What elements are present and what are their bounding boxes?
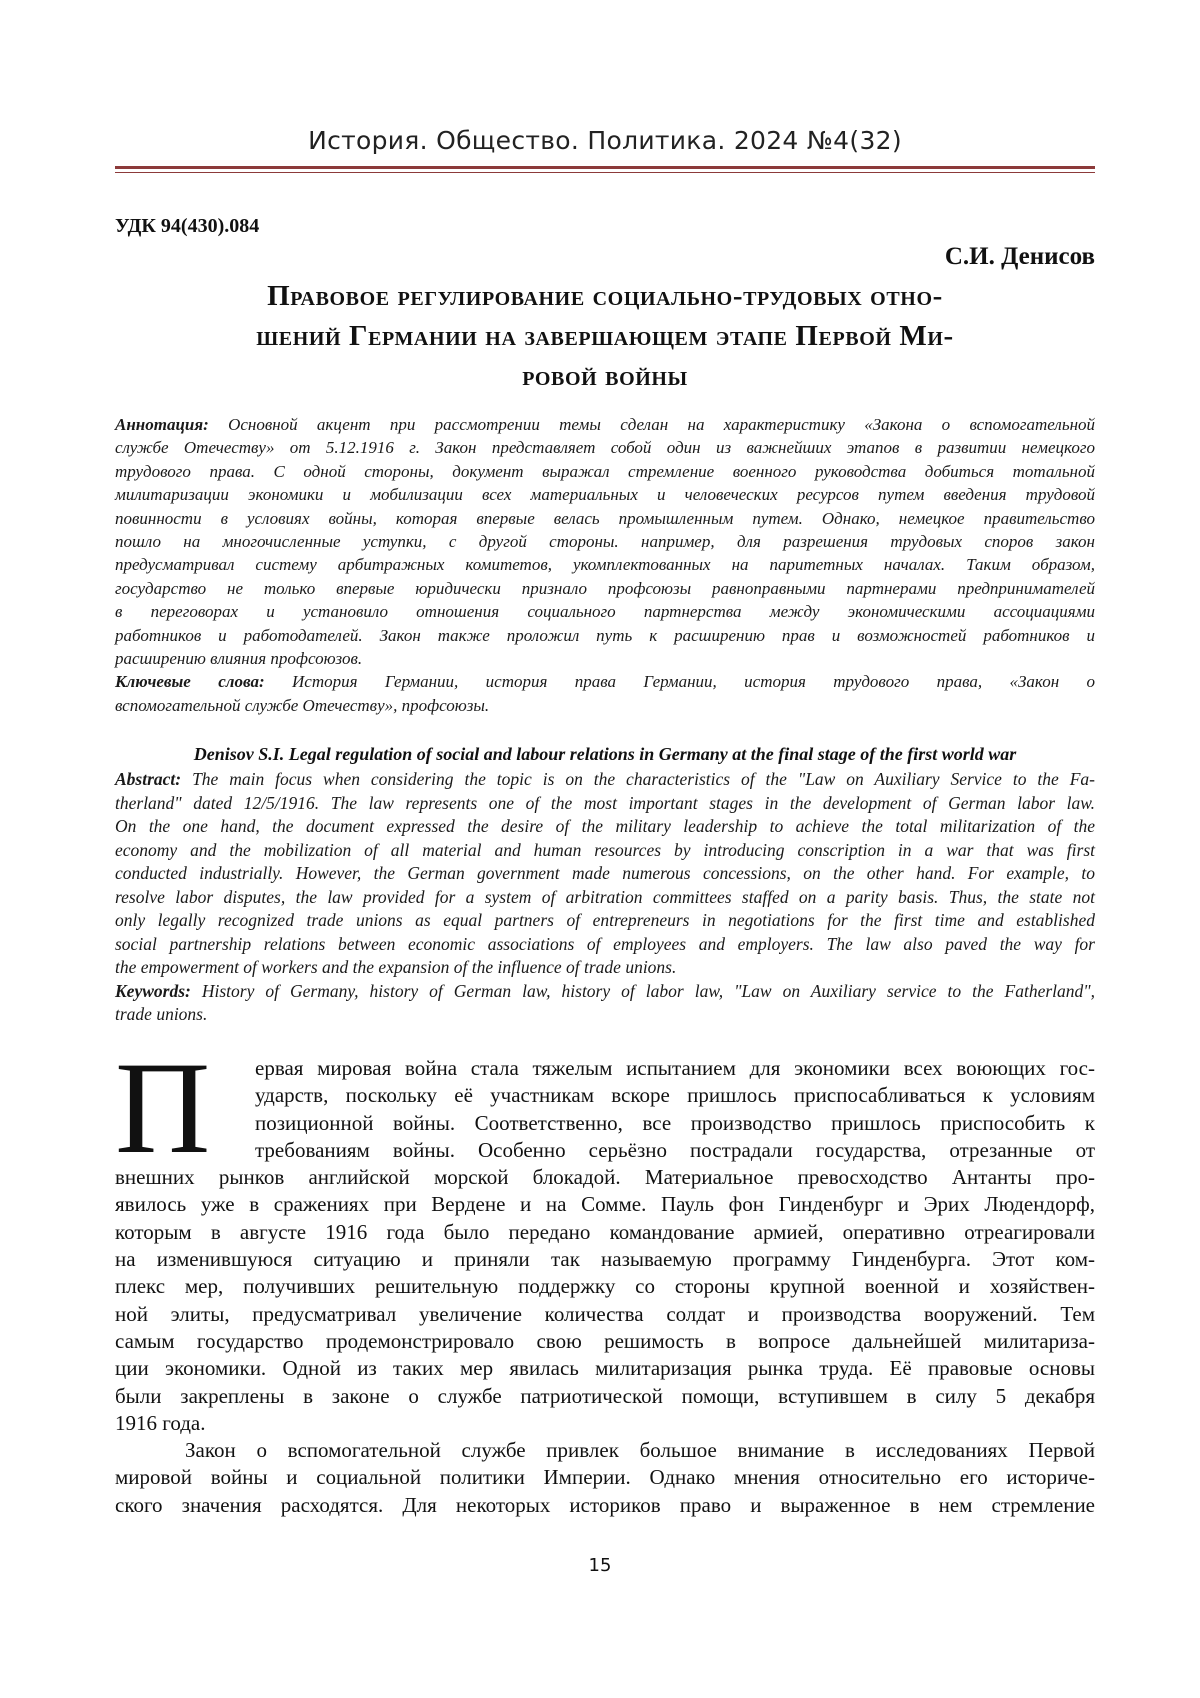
body-text — [115, 1055, 1095, 1519]
body-line: ударств, поскольку её участникам вскоре пришлось приспосабливаться к условиям — [115, 1082, 1095, 1109]
abstract-line: On the one hand, the document expressed the desire of the military leadership to achieve the total militarization of the — [115, 815, 1095, 839]
body-line: самым государство продемонстрировало свою решимость в вопросе дальнейшей милитаризa- — [115, 1328, 1095, 1355]
body-line: Закон о вспомогательной службе привлек большое внимание в исследованиях Первой — [115, 1437, 1095, 1464]
abstract-line: пошло на многочисленные уступки, с другой стороны. например, для разрешения трудовых споров закон — [115, 530, 1095, 553]
abstract-line: the empowerment of workers and the expansion of the influence of trade unions. — [115, 956, 1095, 980]
abstract-russian — [115, 413, 1095, 717]
body-line: которым в августе 1916 года было передано командование армией, оперативно отреагировали — [115, 1219, 1095, 1246]
abstract-line: Abstract: The main focus when considering the topic is on the characteristics of the "Law on Auxiliary Service to the Fa- — [115, 768, 1095, 792]
journal-header: История. Общество. Политика. 2024 №4(32) — [115, 126, 1095, 155]
body-line: ервая мировая война стала тяжелым испытанием для экономики всех воюющих гос- — [115, 1055, 1095, 1082]
body-line: ции экономики. Одной из таких мер явилась милитаризация рынка труда. Её правовые основы — [115, 1355, 1095, 1382]
drop-cap: П — [115, 1052, 210, 1164]
keywords-line: trade unions. — [115, 1003, 1095, 1027]
header-rule — [115, 166, 1095, 169]
body-line: явилось уже в сражениях при Вердене и на Сомме. Пауль фон Гинденбург и Эрих Людендорф, — [115, 1191, 1095, 1218]
abstract-english — [115, 768, 1095, 1027]
header-rule-thin — [115, 172, 1095, 173]
abstract-line: в переговорах и установило отношения социального партнерства между экономическими ассоциациями — [115, 600, 1095, 623]
abstract-label: Abstract: — [115, 769, 181, 789]
keywords-label: Ключевые слова: — [115, 672, 265, 691]
abstract-line: therland" dated 12/5/1916. The law represents one of the most important stages in the development of German labor law. — [115, 792, 1095, 816]
abstract-line: social partnership relations between economic associations of employees and employers. The law also paved the way for — [115, 933, 1095, 957]
body-line: внешних рынков английской морской блокадой. Материальное превосходство Антанты про- — [115, 1164, 1095, 1191]
keywords-label: Keywords: — [115, 981, 191, 1001]
keywords-line: вспомогательной службе Отечеству», профсоюзы. — [115, 694, 1095, 717]
abstract-line: работников и работодателей. Закон также проложил путь к расширению прав и возможностей работников и — [115, 624, 1095, 647]
abstract-line: Аннотация: Основной акцент при рассмотрении темы сделан на характеристику «Закона о вспомогательной — [115, 413, 1095, 436]
title-line: Правовое регулирование социально-трудовых отно- — [115, 276, 1095, 316]
article-title — [115, 276, 1095, 396]
abstract-line: conducted industrially. However, the German government made numerous concessions, on the other hand. For example, to — [115, 862, 1095, 886]
body-line: требованиям войны. Особенно серьёзно пострадали государства, отрезанные от — [115, 1137, 1095, 1164]
abstract-line: предусматривал систему арбитражных комитетов, укомплектованных на паритетных началах. Таким образом, — [115, 553, 1095, 576]
body-line: 1916 года. — [115, 1410, 1095, 1437]
abstract-line: расширению влияния профсоюзов. — [115, 647, 1095, 670]
udk-code: УДК 94(430).084 — [115, 215, 259, 238]
author-name: С.И. Денисов — [945, 243, 1095, 271]
body-line: ского значения расходятся. Для некоторых историков право и выраженное в нем стремление — [115, 1492, 1095, 1519]
english-title: Denisov S.I. Legal regulation of social and labour relations in Germany at the final stage of the first world war — [115, 744, 1095, 765]
abstract-line: повинности в условиях войны, которая впервые велась промышленным путем. Однако, немецкое правительство — [115, 507, 1095, 530]
body-line: позиционной войны. Соответственно, все производство пришлось приспособить к — [115, 1110, 1095, 1137]
body-line: на изменившуюся ситуацию и приняли так называемую программу Гинденбурга. Этот ком- — [115, 1246, 1095, 1273]
abstract-line: государство не только впервые юридически признало профсоюзы равноправными партнерами предпринимателей — [115, 577, 1095, 600]
keywords-line: Ключевые слова: История Германии, история права Германии, история трудового права, «Закон о — [115, 670, 1095, 693]
body-line: ной элиты, предусматривал увеличение количества солдат и производства вооружений. Тем — [115, 1301, 1095, 1328]
document-page — [0, 0, 1200, 1698]
page-number: 15 — [0, 1555, 1200, 1576]
title-line: ровой войны — [115, 356, 1095, 396]
abstract-line: трудового права. С одной стороны, документ выражал стремление военного руководства добиться тотальной — [115, 460, 1095, 483]
keywords-line: Keywords: History of Germany, history of German law, history of labor law, "Law on Auxiliary service to the Fatherland", — [115, 980, 1095, 1004]
body-line: плекс мер, получивших решительную поддержку со стороны крупной военной и хозяйствен- — [115, 1273, 1095, 1300]
abstract-line: милитаризации экономики и мобилизации всех материальных и человеческих ресурсов путем введения трудовой — [115, 483, 1095, 506]
title-line: шений Германии на завершающем этапе Первой Ми- — [115, 316, 1095, 356]
body-line: были закреплены в законе о службе патриотической помощи, вступившем в силу 5 декабря — [115, 1383, 1095, 1410]
abstract-label: Аннотация: — [115, 415, 209, 434]
abstract-line: only legally recognized trade unions as equal partners of entrepreneurs in negotiations for the first time and established — [115, 909, 1095, 933]
body-line: мировой войны и социальной политики Империи. Однако мнения относительно его историче- — [115, 1464, 1095, 1491]
abstract-line: службе Отечеству» от 5.12.1916 г. Закон представляет собой один из важнейших этапов в развитии немецкого — [115, 436, 1095, 459]
abstract-line: economy and the mobilization of all material and human resources by introducing conscription in a war that was first — [115, 839, 1095, 863]
abstract-line: resolve labor disputes, the law provided for a system of arbitration committees staffed on a parity basis. Thus, the state not — [115, 886, 1095, 910]
